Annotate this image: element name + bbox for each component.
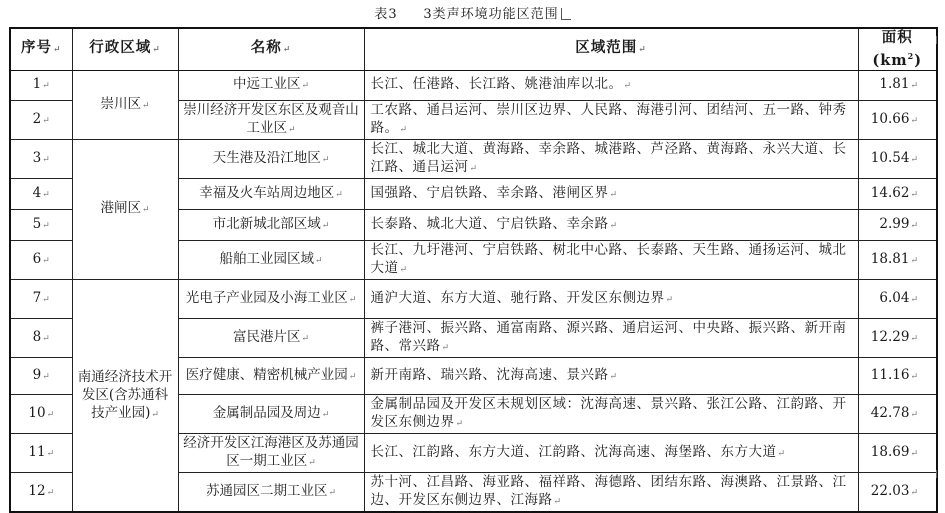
row-range: 新开南路、瑞兴路、沈海高速、景兴路 ↵ [364, 357, 858, 394]
row-no: 1 ↵ [10, 70, 72, 100]
row-area: 11.16 ↵ [858, 357, 937, 394]
row-area: 6.04 ↵ [858, 279, 937, 318]
header-no: 序号 ↵ [10, 28, 72, 70]
caption-title: 3类声环境功能区范围 [423, 7, 559, 22]
header-area-sup: 2 [907, 51, 915, 61]
row-no: 4 ↵ [10, 178, 72, 209]
row-name: 中远工业区 ↵ [178, 70, 364, 100]
row-range: 长江、江韵路、东方大道、江韵路、沈海高速、海堡路、东方大道 ↵ [364, 433, 858, 472]
header-area [858, 28, 937, 70]
district-cell: 港闸区 ↵ [72, 139, 178, 279]
header-name: 名称 ↵ [178, 28, 364, 70]
header-district: 行政区域 ↵ [72, 28, 178, 70]
row-no: 7 ↵ [10, 279, 72, 318]
row-no: 5 ↵ [10, 209, 72, 240]
row-range: 国强路、宁启铁路、幸余路、港闸区界 ↵ [364, 178, 858, 209]
row-name: 富民港片区 ↵ [178, 318, 364, 357]
row-range: 金属制品园及开发区未规划区域：沈海高速、景兴路、张江公路、江韵路、开发区东侧边界 ↵ [364, 394, 858, 433]
district-cell: 南通经济技术开发区(含苏通科技产业园) ↵ [72, 279, 178, 512]
row-area: 22.03 ↵ [858, 472, 937, 512]
row-range: 苏十河、江昌路、海亚路、福祥路、海德路、团结东路、海澳路、江景路、江边、开发区东侧边界、江海路 ↵ [364, 472, 858, 512]
row-name: 船舶工业园区域 ↵ [178, 240, 364, 279]
row-name: 幸福及火车站周边地区 ↵ [178, 178, 364, 209]
row-area: 18.81 ↵ [858, 240, 937, 279]
row-no: 10 ↵ [10, 394, 72, 433]
row-name: 苏通园区二期工业区 ↵ [178, 472, 364, 512]
row-no: 11 ↵ [10, 433, 72, 472]
row-range: 长江、城北大道、黄海路、幸余路、城港路、芦泾路、黄海路、永兴大道、长江路、通吕运河 ↵ [364, 139, 858, 178]
row-no: 2 ↵ [10, 100, 72, 139]
row-area: 10.66 ↵ [858, 100, 937, 139]
district-cell: 崇川区 ↵ [72, 70, 178, 139]
row-area: 18.69 ↵ [858, 433, 937, 472]
row-name: 经济开发区江海港区及苏通园区一期工业区 ↵ [178, 433, 364, 472]
row-range: 工农路、通吕运河、崇川区边界、人民路、海港引河、团结河、五一路、钟秀路。 ↵ [364, 100, 858, 139]
table-row [10, 139, 937, 178]
header-area-close: ) [914, 51, 923, 69]
caption-label: 表3 [374, 7, 398, 22]
row-range: 长泰路、城北大道、宁启铁路、幸余路 ↵ [364, 209, 858, 240]
row-no: 9 ↵ [10, 357, 72, 394]
row-no: 12 ↵ [10, 472, 72, 512]
row-area: 42.78 ↵ [858, 394, 937, 433]
row-area: 12.29 ↵ [858, 318, 937, 357]
row-name: 崇川经济开发区东区及观音山工业区 ↵ [178, 100, 364, 139]
table-row [10, 279, 937, 318]
row-no: 8 ↵ [10, 318, 72, 357]
row-range: 裤子港河、振兴路、通富南路、源兴路、通启运河、中央路、振兴路、新开南路、常兴路 ↵ [364, 318, 858, 357]
margin-mark-icon [936, 470, 943, 478]
paragraph-mark-icon [561, 8, 571, 20]
header-range: 区域范围 ↵ [364, 28, 858, 70]
row-name: 金属制品园及周边 ↵ [178, 394, 364, 433]
row-area: 14.62 ↵ [858, 178, 937, 209]
table-caption [0, 3, 945, 22]
noise-zone-table [9, 27, 938, 513]
row-range: 长江、九圩港河、宁启铁路、树北中心路、长泰路、天生路、通扬运河、城北大道 ↵ [364, 240, 858, 279]
row-name: 天生港及沿江地区 ↵ [178, 139, 364, 178]
margin-mark-icon [936, 36, 943, 44]
row-no: 6 ↵ [10, 240, 72, 279]
header-area-label: 面积(km [872, 29, 913, 69]
row-name: 光电子产业园及小海工业区 ↵ [178, 279, 364, 318]
row-name: 医疗健康、精密机械产业园 ↵ [178, 357, 364, 394]
row-range: 通沪大道、东方大道、驰行路、开发区东侧边界 ↵ [364, 279, 858, 318]
row-area: 2.99 ↵ [858, 209, 937, 240]
table-row [10, 70, 937, 100]
row-no: 3 ↵ [10, 139, 72, 178]
row-area: 10.54 ↵ [858, 139, 937, 178]
row-area: 1.81 ↵ [858, 70, 937, 100]
row-range: 长江、任港路、长江路、姚港油库以北。 ↵ [364, 70, 858, 100]
table-header-row [10, 28, 937, 70]
row-name: 市北新城北部区域 ↵ [178, 209, 364, 240]
